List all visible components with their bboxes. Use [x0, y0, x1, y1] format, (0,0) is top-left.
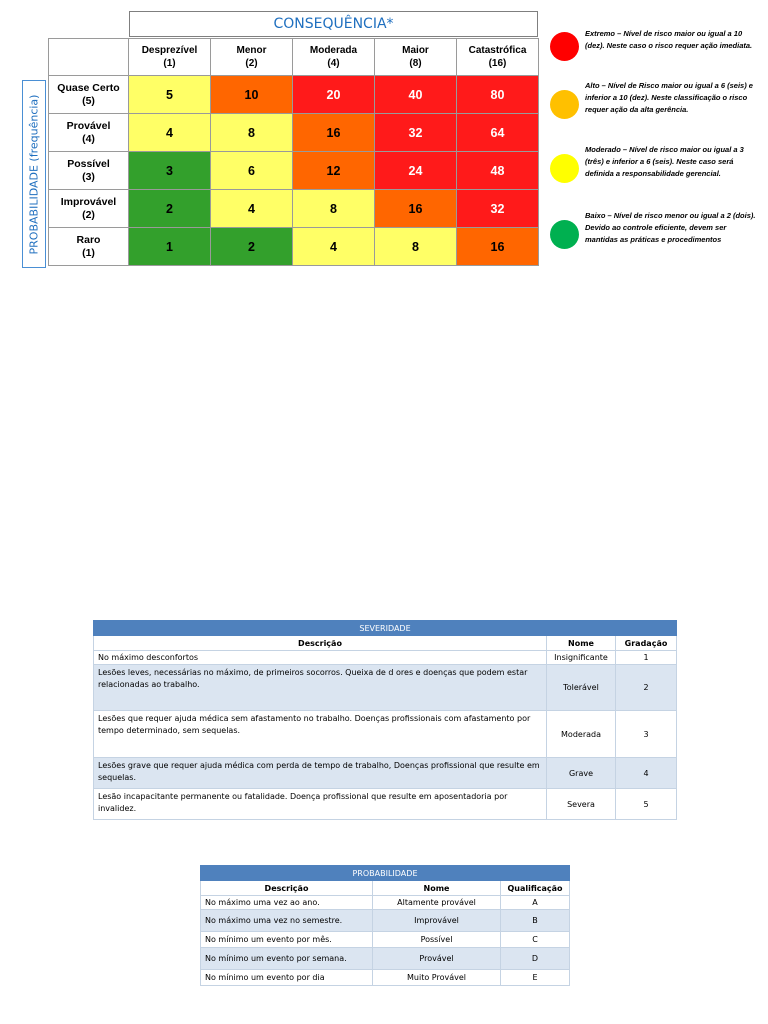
cell-gradacao: 1	[616, 651, 677, 665]
cell-qualificacao: B	[501, 910, 570, 932]
consequence-header: Maior (8)	[375, 39, 457, 76]
risk-cell: 3	[129, 152, 211, 190]
cell-descricao: No mínimo um evento por dia	[201, 970, 373, 986]
table-row	[201, 896, 570, 910]
probabilidade-title: PROBABILIDADE	[201, 866, 570, 881]
risk-cell: 32	[457, 190, 539, 228]
risk-cell: 8	[293, 190, 375, 228]
cell-descricao: Lesões grave que requer ajuda médica com perda de tempo de trabalho, Doenças profissional que resulte em sequelas.	[94, 758, 547, 789]
cell-qualificacao: C	[501, 932, 570, 948]
matrix-row	[49, 228, 539, 266]
consequence-header: Catastrófica (16)	[457, 39, 539, 76]
matrix-header-row	[49, 39, 539, 76]
consequence-header: Moderada (4)	[293, 39, 375, 76]
probability-row-header: Possível (3)	[49, 152, 129, 190]
column-header-nome: Nome	[373, 881, 501, 896]
cell-gradacao: 5	[616, 789, 677, 820]
probability-axis-label	[22, 80, 46, 268]
legend-text: Baixo – Nível de risco menor ou igual a 2 (dois). Devido ao controle eficiente, devem ser mantidas as práticas e procedimentos	[585, 211, 756, 244]
risk-cell: 12	[293, 152, 375, 190]
red-circle-icon	[550, 32, 579, 61]
cell-nome: Moderada	[547, 711, 616, 758]
risk-cell: 16	[457, 228, 539, 266]
column-header-qualificacao: Qualificação	[501, 881, 570, 896]
table-row	[201, 910, 570, 932]
cell-descricao: No mínimo um evento por semana.	[201, 948, 373, 970]
column-header-descricao: Descrição	[201, 881, 373, 896]
cell-descricao: No máximo desconfortos	[94, 651, 547, 665]
cell-qualificacao: E	[501, 970, 570, 986]
orange-circle-icon	[550, 90, 579, 119]
probability-row-header: Provável (4)	[49, 114, 129, 152]
legend-item-baixo	[550, 210, 760, 262]
probability-axis-text: PROBABILIDADE (frequência)	[27, 94, 41, 254]
cell-nome: Tolerável	[547, 665, 616, 711]
risk-cell: 2	[211, 228, 293, 266]
cell-nome: Insignificante	[547, 651, 616, 665]
cell-gradacao: 3	[616, 711, 677, 758]
cell-nome: Altamente provável	[373, 896, 501, 910]
matrix-corner	[49, 39, 129, 76]
consequence-header: Menor (2)	[211, 39, 293, 76]
probability-row-header: Improvável (2)	[49, 190, 129, 228]
cell-qualificacao: D	[501, 948, 570, 970]
legend-text: Extremo – Nível de risco maior ou igual a 10 (dez). Neste caso o risco requer ação imediata.	[585, 29, 753, 50]
risk-cell: 24	[375, 152, 457, 190]
cell-descricao: No mínimo um evento por mês.	[201, 932, 373, 948]
table-row	[94, 651, 677, 665]
risk-cell: 80	[457, 76, 539, 114]
cell-descricao: No máximo uma vez ao ano.	[201, 896, 373, 910]
column-header-descricao: Descrição	[94, 636, 547, 651]
cell-descricao: Lesão incapacitante permanente ou fatalidade. Doença profissional que resulte em aposentadoria por invalidez.	[94, 789, 547, 820]
probability-row-header: Raro (1)	[49, 228, 129, 266]
table-row	[94, 789, 677, 820]
probability-row-header: Quase Certo (5)	[49, 76, 129, 114]
column-header-nome: Nome	[547, 636, 616, 651]
legend-item-moderado	[550, 144, 760, 196]
severidade-title: SEVERIDADE	[94, 621, 677, 636]
cell-qualificacao: A	[501, 896, 570, 910]
risk-cell: 16	[293, 114, 375, 152]
table-row	[201, 932, 570, 948]
risk-cell: 4	[211, 190, 293, 228]
matrix-row	[49, 114, 539, 152]
matrix-row	[49, 76, 539, 114]
risk-cell: 6	[211, 152, 293, 190]
consequence-title: CONSEQUÊNCIA*	[129, 11, 538, 37]
cell-nome: Possível	[373, 932, 501, 948]
matrix-row	[49, 152, 539, 190]
risk-cell: 48	[457, 152, 539, 190]
cell-descricao: No máximo uma vez no semestre.	[201, 910, 373, 932]
cell-nome: Muito Provável	[373, 970, 501, 986]
legend-item-alto	[550, 80, 760, 132]
risk-cell: 64	[457, 114, 539, 152]
risk-cell: 10	[211, 76, 293, 114]
risk-cell: 4	[293, 228, 375, 266]
legend-text: Moderado – Nível de risco maior ou igual a 3 (três) e inferior a 6 (seis). Neste caso será definida a responsabilidade gerencial.	[585, 145, 744, 178]
cell-nome: Severa	[547, 789, 616, 820]
table-row	[201, 970, 570, 986]
yellow-circle-icon	[550, 154, 579, 183]
risk-cell: 16	[375, 190, 457, 228]
risk-cell: 1	[129, 228, 211, 266]
cell-nome: Provável	[373, 948, 501, 970]
probabilidade-table	[200, 865, 570, 986]
table-row	[94, 758, 677, 789]
risk-cell: 5	[129, 76, 211, 114]
table-row	[94, 665, 677, 711]
table-row	[201, 948, 570, 970]
table-row	[94, 711, 677, 758]
column-header-gradacao: Gradação	[616, 636, 677, 651]
risk-cell: 2	[129, 190, 211, 228]
cell-gradacao: 2	[616, 665, 677, 711]
cell-descricao: Lesões leves, necessárias no máximo, de primeiros socorros. Queixa de d ores e doenças que podem estar relacionadas ao trabalho.	[94, 665, 547, 711]
consequence-header: Desprezível (1)	[129, 39, 211, 76]
risk-cell: 8	[211, 114, 293, 152]
severidade-table	[93, 620, 677, 820]
green-circle-icon	[550, 220, 579, 249]
risk-cell: 8	[375, 228, 457, 266]
legend-item-extremo	[550, 28, 760, 68]
cell-descricao: Lesões que requer ajuda médica sem afastamento no trabalho. Doenças profissionais com afastamento por tempo determinado, sem sequelas.	[94, 711, 547, 758]
legend-text: Alto – Nível de Risco maior ou igual a 6 (seis) e inferior a 10 (dez). Neste classificação o risco requer ação da alta gerência.	[585, 81, 753, 114]
matrix-row	[49, 190, 539, 228]
risk-matrix	[48, 38, 539, 266]
risk-cell: 20	[293, 76, 375, 114]
cell-gradacao: 4	[616, 758, 677, 789]
cell-nome: Grave	[547, 758, 616, 789]
risk-cell: 40	[375, 76, 457, 114]
risk-cell: 4	[129, 114, 211, 152]
risk-cell: 32	[375, 114, 457, 152]
cell-nome: Improvável	[373, 910, 501, 932]
